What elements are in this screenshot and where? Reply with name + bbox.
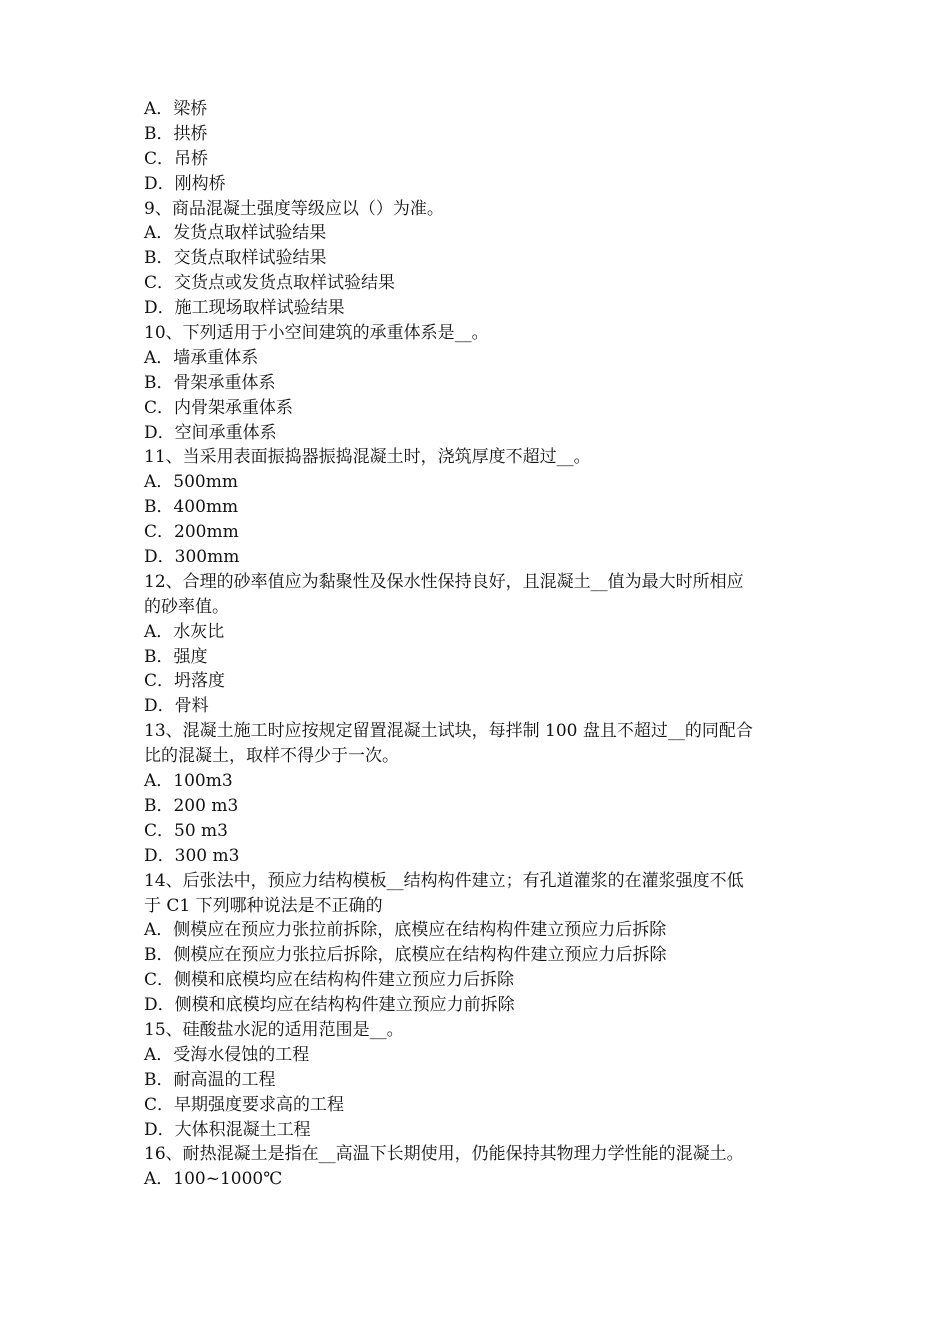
option-line: D．空间承重体系 (144, 422, 277, 443)
option-line: C．50 m3 (144, 820, 228, 841)
option-line: B．耐高温的工程 (144, 1069, 276, 1090)
option-line: B．交货点取样试验结果 (144, 248, 327, 269)
question-line: 12、合理的砂率值应为黏聚性及保水性保持良好，且混凝土__值为最大时所相应 (144, 571, 744, 592)
option-line: C．坍落度 (144, 671, 226, 692)
option-line: B．拱桥 (144, 123, 208, 144)
option-line: B．400mm (144, 497, 239, 518)
question-line: 16、耐热混凝土是指在__高温下长期使用，仍能保持其物理力学性能的混凝土。 (144, 1144, 744, 1165)
option-line: D．300mm (144, 547, 240, 568)
question-line: 的砂率值。 (144, 596, 229, 617)
option-line: B．骨架承重体系 (144, 372, 276, 393)
option-line: A．水灰比 (144, 621, 225, 642)
question-line: 15、硅酸盐水泥的适用范围是__。 (144, 1019, 404, 1040)
option-line: D．侧模和底模均应在结构构件建立预应力前拆除 (144, 995, 515, 1016)
question-line: 于 C1 下列哪种说法是不正确的 (144, 895, 383, 916)
question-line: 比的混凝土，取样不得少于一次。 (144, 746, 399, 767)
question-line: 11、当采用表面振捣器振捣混凝土时，浇筑厚度不超过__。 (144, 447, 591, 468)
option-line: A．500mm (144, 472, 238, 493)
option-line: A．受海水侵蚀的工程 (144, 1044, 310, 1065)
option-line: A．100~1000℃ (144, 1169, 283, 1190)
option-line: D．大体积混凝土工程 (144, 1119, 311, 1140)
question-line: 13、混凝土施工时应按规定留置混凝土试块，每拌制 100 盘且不超过__的同配合 (144, 721, 753, 742)
option-line: D．施工现场取样试验结果 (144, 298, 345, 319)
option-line: C．内骨架承重体系 (144, 397, 294, 418)
option-line: A．墙承重体系 (144, 347, 259, 368)
question-text (144, 97, 814, 1192)
option-line: A．发货点取样试验结果 (144, 223, 327, 244)
question-line: 14、后张法中，预应力结构模板__结构构件建立；有孔道灌浆的在灌浆强度不低 (144, 870, 744, 891)
option-line: D．刚构桥 (144, 173, 226, 194)
option-line: C．早期强度要求高的工程 (144, 1094, 345, 1115)
question-line: 9、商品混凝土强度等级应以（）为准。 (144, 198, 444, 219)
option-line: A．梁桥 (144, 99, 208, 119)
option-line: A．100m3 (144, 771, 233, 792)
option-line: B．强度 (144, 646, 208, 667)
option-line: C．侧模和底模均应在结构构件建立预应力后拆除 (144, 970, 515, 991)
option-line: A．侧模应在预应力张拉前拆除，底模应在结构构件建立预应力后拆除 (144, 920, 667, 941)
option-line: D．300 m3 (144, 845, 240, 866)
option-line: C．吊桥 (144, 148, 209, 169)
question-line: 10、下列适用于小空间建筑的承重体系是__。 (144, 323, 489, 344)
option-line: B．200 m3 (144, 795, 239, 816)
option-line: C．200mm (144, 522, 239, 543)
option-line: C．交货点或发货点取样试验结果 (144, 273, 396, 294)
option-line: D．骨料 (144, 696, 209, 717)
option-line: B．侧模应在预应力张拉后拆除，底模应在结构构件建立预应力后拆除 (144, 945, 667, 966)
